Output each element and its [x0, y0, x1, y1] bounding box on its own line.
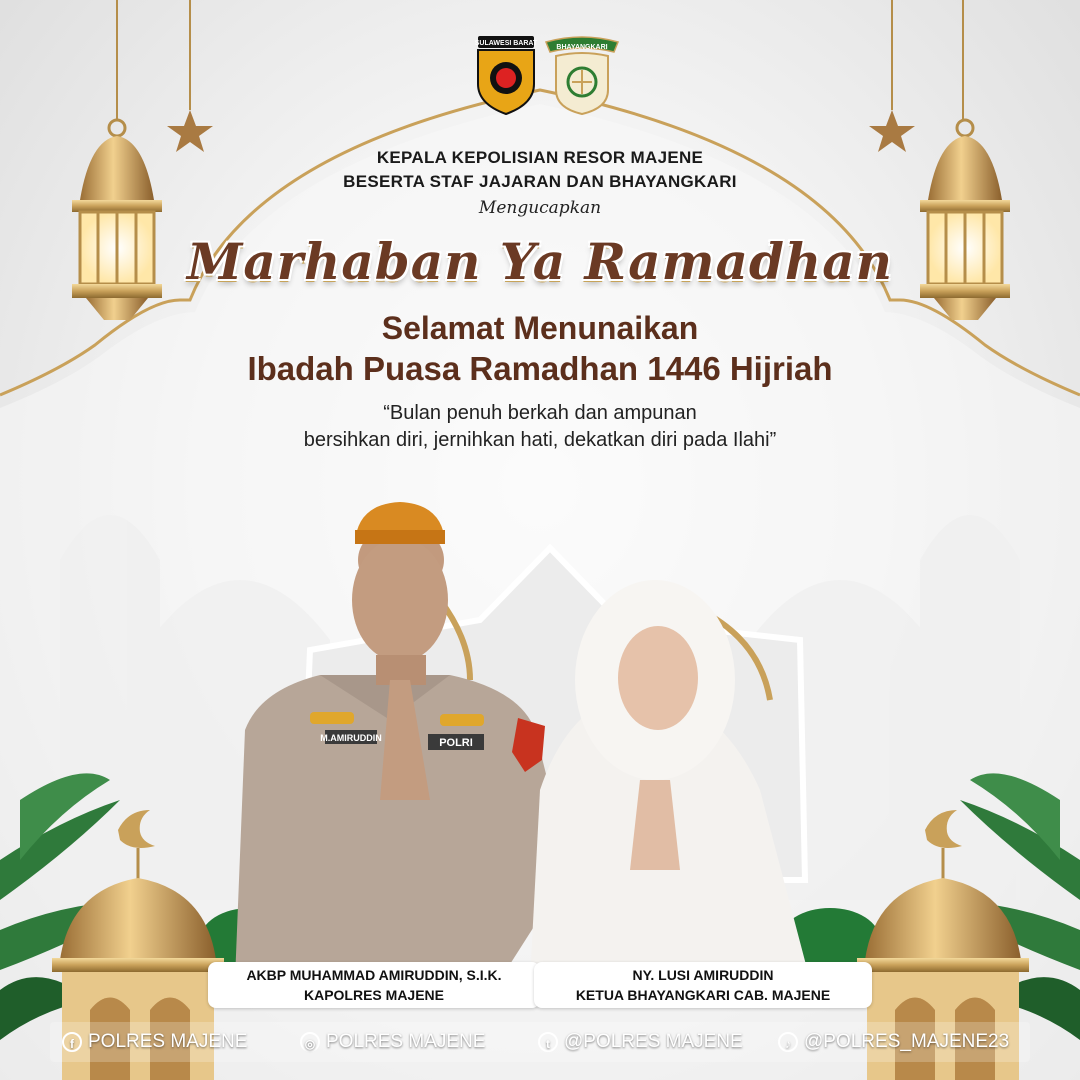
instagram-icon: ◎ — [300, 1032, 320, 1052]
bhayangkari-logo-icon — [542, 34, 622, 116]
social-twitter-link[interactable] — [538, 1024, 743, 1060]
social-label: @POLRES_MAJENE23 — [804, 1031, 1010, 1052]
quote-line-1: “Bulan penuh berkah dan ampunan — [383, 402, 697, 424]
social-tiktok-link[interactable] — [778, 1024, 1009, 1060]
marhaban-title: Marhaban Ya Ramadhan — [186, 232, 894, 291]
woman-figure — [530, 580, 810, 980]
header-line-1: KEPALA KEPOLISIAN RESOR MAJENE — [376, 148, 704, 167]
social-label: POLRES MAJENE — [88, 1031, 248, 1052]
quote-line-2: bersihkan diri, jernihkan hati, dekatkan diri pada Ilahi” — [303, 429, 777, 451]
social-instagram-link[interactable] — [300, 1024, 485, 1060]
tiktok-icon: ♪ — [778, 1032, 798, 1052]
person-left-name: AKBP MUHAMMAD AMIRUDDIN, S.I.K. — [246, 967, 502, 983]
person-left-role: KAPOLRES MAJENE — [303, 987, 445, 1003]
person-right-role: KETUA BHAYANGKARI CAB. MAJENE — [575, 987, 831, 1003]
svg-text:SULAWESI BARAT: SULAWESI BARAT — [474, 40, 538, 47]
name-plate-right — [534, 962, 872, 1008]
facebook-icon: f — [62, 1032, 82, 1052]
svg-text:M.AMIRUDDIN: M.AMIRUDDIN — [320, 733, 382, 743]
social-facebook-link[interactable] — [62, 1024, 247, 1060]
people-photo — [200, 490, 900, 980]
social-label: POLRES MAJENE — [326, 1031, 486, 1052]
polres-logo-icon — [474, 34, 538, 116]
svg-text:POLRI: POLRI — [439, 737, 473, 749]
greeting-line-1: Selamat Menunaikan — [381, 310, 699, 346]
police-officer-figure — [235, 502, 570, 980]
greeting-line-2: Ibadah Puasa Ramadhan 1446 Hijriah — [247, 350, 833, 387]
mengucapkan-text: Mengucapkan — [478, 198, 602, 218]
name-plate-left — [208, 962, 540, 1008]
twitter-icon: t — [538, 1032, 558, 1052]
person-right-name: NY. LUSI AMIRUDDIN — [632, 967, 774, 983]
svg-text:BHAYANGKARI: BHAYANGKARI — [556, 44, 608, 51]
social-label: @POLRES MAJENE — [564, 1031, 743, 1052]
header-line-2: BESERTA STAF JAJARAN DAN BHAYANGKARI — [343, 172, 737, 191]
